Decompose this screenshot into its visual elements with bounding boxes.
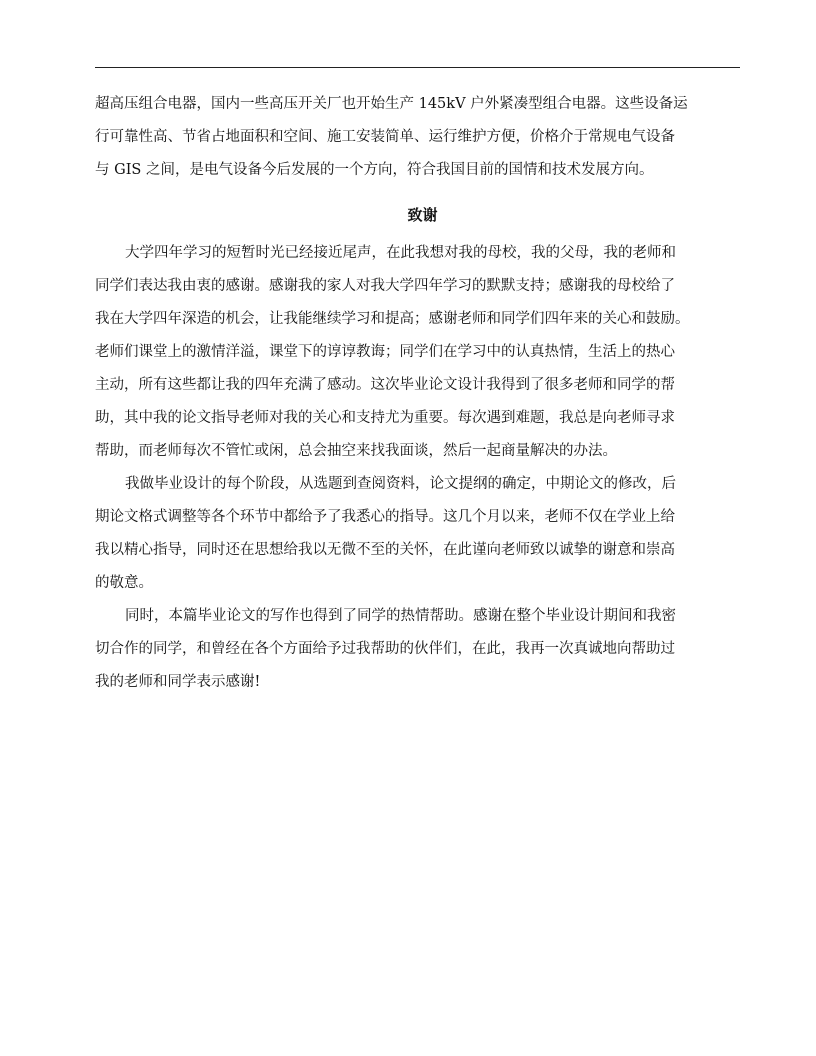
text-line: 大学四年学习的短暂时光已经接近尾声，在此我想对我的母校，我的父母，我的老师和 — [125, 245, 676, 261]
text-line: 的敬意。 — [95, 575, 153, 591]
text-line: 我做毕业设计的每个阶段，从选题到查阅资料，论文提纲的确定，中期论文的修改，后 — [125, 476, 676, 492]
intro-paragraph — [95, 88, 750, 187]
text-line: 切合作的同学，和曾经在各个方面给予过我帮助的伙伴们，在此，我再一次真诚地向帮助过 — [95, 641, 675, 657]
section-heading: 致谢 — [407, 206, 438, 224]
text-line: 期论文格式调整等各个环节中都给予了我悉心的指导。这几个月以来，老师不仅在学业上给 — [95, 509, 675, 525]
text-line: 我以精心指导，同时还在思想给我以无微不至的关怀，在此谨向老师致以诚挚的谢意和崇高 — [95, 542, 675, 558]
acknowledgement-paragraph-3 — [95, 600, 750, 699]
text-line: 同学们表达我由衷的感谢。感谢我的家人对我大学四年学习的默默支持；感谢我的母校给了 — [95, 278, 675, 294]
text-line: 我在大学四年深造的机会，让我能继续学习和提高；感谢老师和同学们四年来的关心和鼓励。 — [95, 311, 690, 327]
text-line: 主动，所有这些都让我的四年充满了感动。这次毕业论文设计我得到了很多老师和同学的帮 — [95, 377, 675, 393]
text-line: 老师们课堂上的激情洋溢，课堂下的谆谆教诲；同学们在学习中的认真热情，生活上的热心 — [95, 344, 675, 360]
text-line: 行可靠性高、节省占地面积和空间、施工安装简单、运行维护方便，价格介于常规电气设备 — [95, 129, 675, 145]
header-rule — [95, 67, 740, 68]
acknowledgement-paragraph-2 — [95, 468, 750, 600]
text-line: 与 GIS 之间，是电气设备今后发展的一个方向，符合我国目前的国情和技术发展方向。 — [95, 162, 654, 178]
document-body — [95, 88, 750, 699]
text-line: 同时，本篇毕业论文的写作也得到了同学的热情帮助。感谢在整个毕业设计期间和我密 — [125, 608, 676, 624]
text-line: 助，其中我的论文指导老师对我的关心和支持尤为重要。每次遇到难题，我总是向老师寻求 — [95, 410, 675, 426]
text-line: 帮助，而老师每次不管忙或闲，总会抽空来找我面谈，然后一起商量解决的办法。 — [95, 443, 617, 459]
acknowledgement-paragraph-1 — [95, 237, 750, 468]
text-line: 我的老师和同学表示感谢! — [95, 674, 261, 690]
text-line: 超高压组合电器，国内一些高压开关厂也开始生产 145kV 户外紧凑型组合电器。这些设备运 — [95, 96, 688, 112]
